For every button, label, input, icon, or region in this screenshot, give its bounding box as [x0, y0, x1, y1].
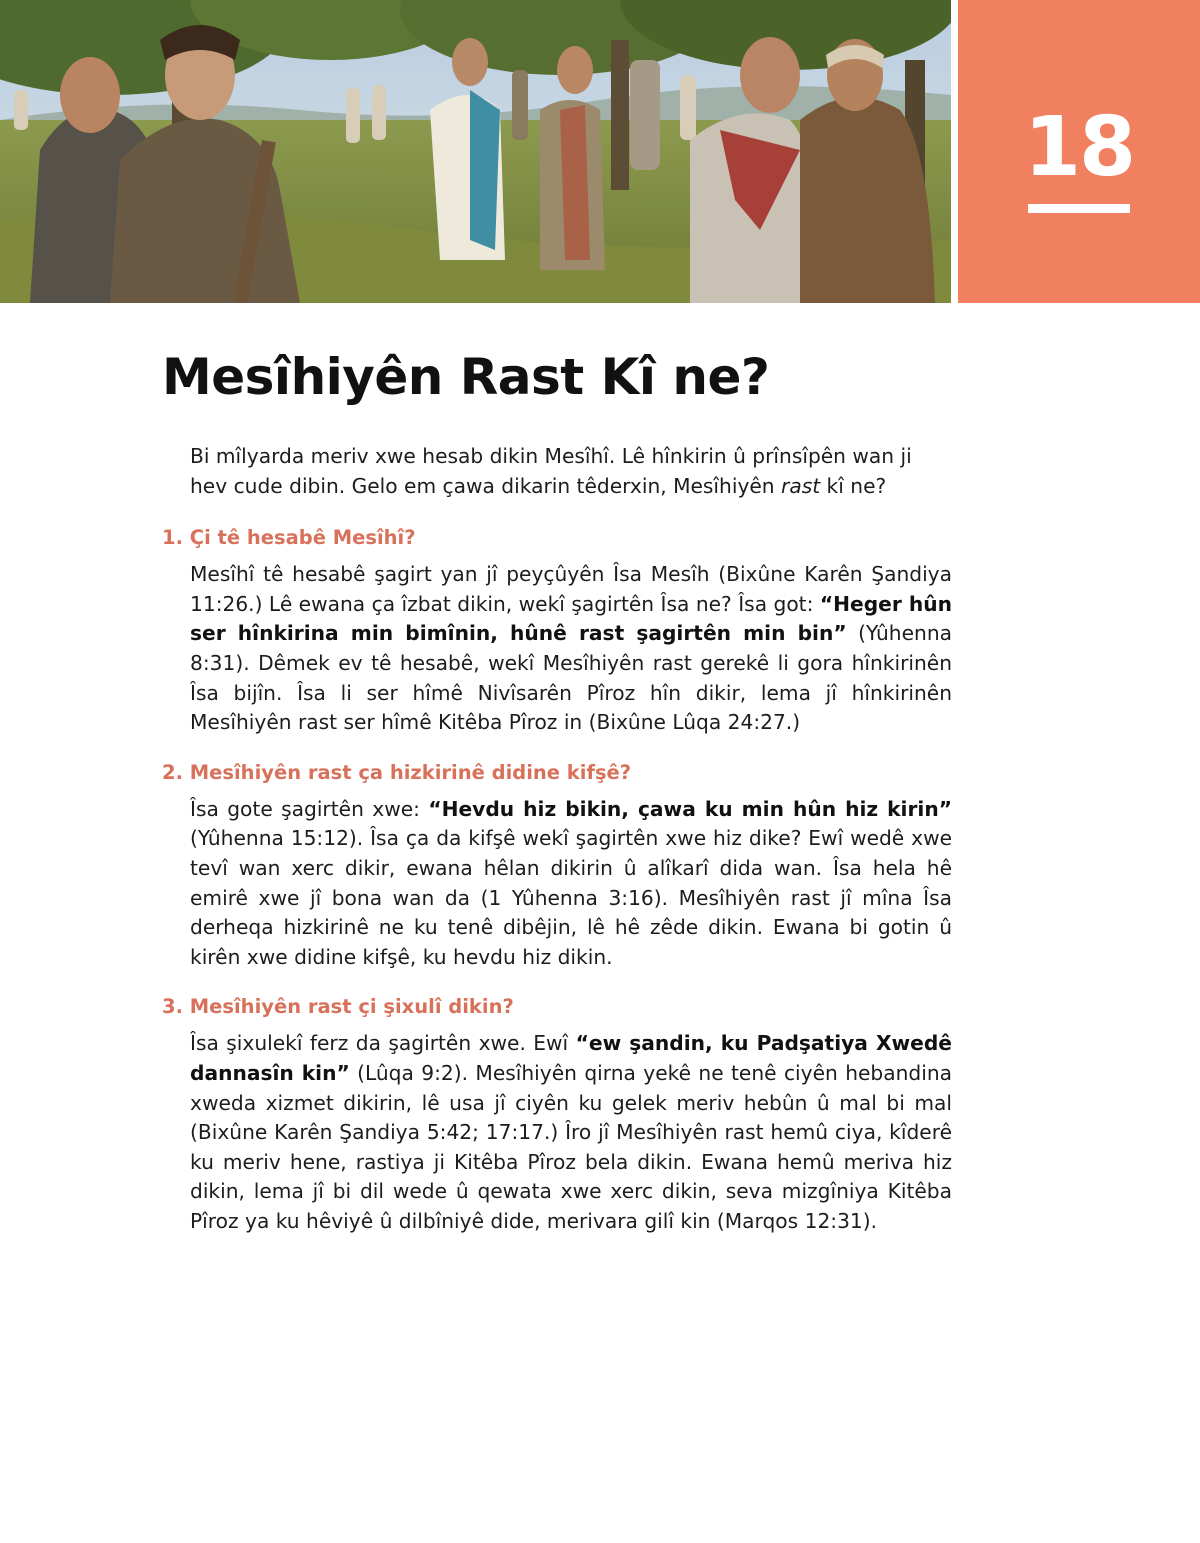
- section-quote: “Hevdu hiz bikin, çawa ku min hûn hiz kirin”: [428, 796, 952, 821]
- section-body: [190, 795, 952, 973]
- section-quote: “Heger hûn ser hînkirina min bimînin, hûnê rast şagirtên min bin”: [190, 591, 952, 646]
- section-heading: 2. Mesîhiyên rast ça hizkirinê didine kifşê?: [162, 760, 632, 784]
- section-text: (Yûhenna 15:12). Îsa ça da kifşê wekî şagirtên xwe hiz dike? Ewî wedê xwe tevî wan xerc dikir, ewana hêlan dikirin û alîkarî dida wan. Îsa hela hê emirê xwe jî bona wan da (1 Yûhenna 3:16). Mesîhiyên rast jî mîna Îsa derheqa hizkirinê ne ku tenê dibêjin, lê hê zêde dikin. Ewana bi gotin û kirên xwe didine kifşê, ku hevdu hiz dikin.: [190, 826, 952, 969]
- intro-emphasis: rast: [781, 473, 821, 498]
- header-illustration: [0, 0, 951, 303]
- lesson-content: [162, 442, 952, 1257]
- intro-text-1: Bi mîlyarda meriv xwe hesab dikin Mesîhî. Lê hînkirin û prînsîpên wan ji hev cude dibin. Gelo em çawa dikarin têderxin, Mesîhiyên: [190, 444, 912, 498]
- intro-text-2: kî ne?: [820, 473, 887, 498]
- section-heading: 1. Çi tê hesabê Mesîhî?: [162, 526, 416, 550]
- page-title: Mesîhiyên Rast Kî ne?: [162, 348, 770, 406]
- intro-paragraph: [190, 442, 952, 501]
- lesson-number-badge: [958, 0, 1200, 303]
- section-heading: 3. Mesîhiyên rast çi şixulî dikin?: [162, 995, 514, 1019]
- section-text: (Yûhenna 8:31). Dêmek ev tê hesabê, wekî Mesîhiyên rast gerekê li gora hînkirinên Îsa bijîn. Îsa li ser hîmê Nivîsarên Pîroz hîn dikir, lema jî hînkirinên Mesîhiyên rast ser hîmê Kitêba Pîroz in (Bixûne Lûqa 24:27.): [190, 621, 952, 735]
- section-text: Îsa gote şagirtên xwe:: [190, 796, 429, 821]
- section-3: [162, 993, 952, 1236]
- badge-underline: [1028, 204, 1130, 213]
- section-text: Mesîhî tê hesabê şagirt yan jî peyçûyên Îsa Mesîh (Bixûne Karên Şandiya 11:26.) Lê ewana ça îzbat dikin, wekî şagirtên Îsa ne? Îsa got:: [190, 562, 952, 616]
- section-1: [162, 524, 952, 738]
- lesson-number: 18: [1023, 100, 1135, 195]
- section-text: Îsa şixulekî ferz da şagirtên xwe. Ewî: [190, 1031, 576, 1056]
- section-quote: “ew şandin, ku Padşatiya Xwedê dannasîn kin”: [190, 1031, 952, 1085]
- section-text: (Lûqa 9:2). Mesîhiyên qirna yekê ne tenê ciyên hebandina xweda xizmet dikirin, lê usa jî ciyên ku gelek meriv hebûn û mal bi mal (Bixûne Karên Şandiya 5:42; 17:17.) Îro jî Mesîhiyên rast hemû ciya, kîderê ku meriv hene, rastiya ji Kitêba Pîroz bela dikin. Ewana hemû meriva hiz dikin, lema jî bi dil wede û qewata xwe xerc dikin, seva mizgîniya Kitêba Pîroz ya ku hêviyê û dilbîniyê dide, merivara gilî kin (Marqos 12:31).: [190, 1060, 952, 1233]
- section-2: [162, 759, 952, 973]
- section-body: [190, 560, 952, 738]
- section-body: [190, 1029, 952, 1236]
